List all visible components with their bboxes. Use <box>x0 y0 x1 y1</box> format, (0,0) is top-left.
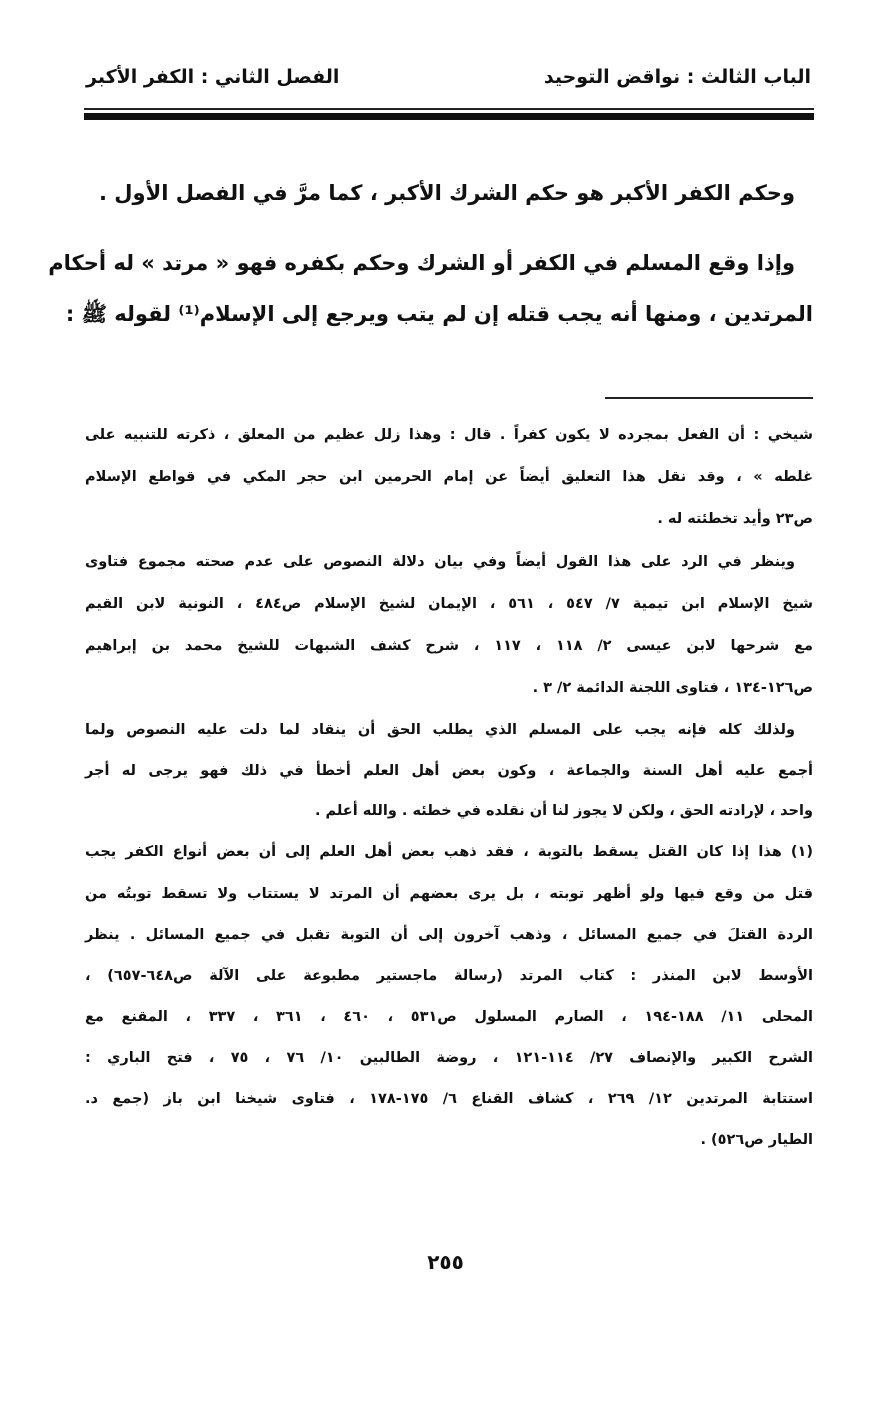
footnote-separator <box>605 397 813 399</box>
footnote-line: قتل من وقع فيها ولو أظهر توبته ، بل يرى بعضهم أن المرتد لا يستتاب ولا تسقط توبتُه من <box>85 886 813 902</box>
footnote-line: أجمع عليه أهل السنة والجماعة ، وكون بعض أهل العلم أخطأ في ذلك فهو يرجى له أجر <box>85 763 813 779</box>
footnote-line: الردة القتلَ في جميع المسائل ، وذهب آخرون إلى أن التوبة تقبل في جميع المسائل . ينظر <box>85 927 813 943</box>
header-rule-thick <box>84 113 814 120</box>
footnote-line: ولذلك كله فإنه يجب على المسلم الذي يطلب الحق أن ينقاد لما دلت عليه النصوص ولما <box>85 722 795 738</box>
footnote-line: (١) هذا إذا كان القتل يسقط بالتوبة ، فقد ذهب بعض أهل العلم إلى أن بعض أنواع الكفر يجب <box>85 844 813 860</box>
footnote-line: ص١٢٦-١٣٤ ، فتاوى اللجنة الدائمة ٢/ ٣ . <box>532 680 813 696</box>
body-line: المرتدين ، ومنها أنه يجب قتله إن لم يتب ويرجع إلى الإسلام⁽¹⁾ لقوله ﷺ : <box>65 302 813 326</box>
header-rule-thin <box>84 108 814 110</box>
footnote-line: وينظر في الرد على هذا القول أيضاً وفي بيان دلالة النصوص على عدم صحته مجموع فتاوى <box>85 554 795 570</box>
footnote-line: واحد ، لإرادته الحق ، ولكن لا يجوز لنا أن نقلده في خطئه . والله أعلم . <box>314 803 813 819</box>
footnote-line: غلطه » ، وقد نقل هذا التعليق أيضاً عن إمام الحرمين ابن حجر المكي في قواطع الإسلام <box>85 469 813 485</box>
body-line: وحكم الكفر الأكبر هو حكم الشرك الأكبر ، كما مرَّ في الفصل الأول . <box>99 181 795 205</box>
running-header-chapter: الباب الثالث : نواقض التوحيد <box>543 66 811 88</box>
footnote-line: الأوسط لابن المنذر : كتاب المرتد (رسالة ماجستير مطبوعة على الآلة ص٦٤٨-٦٥٧) ، <box>85 968 814 984</box>
footnote-line: استتابة المرتدين ١٢/ ٢٦٩ ، كشاف القناع ٦/ ١٧٥-١٧٨ ، فتاوى شيخنا ابن باز (جمع د. <box>85 1091 813 1107</box>
footnote-line: شيخي : أن الفعل بمجرده لا يكون كفراً . قال : وهذا زلل عظيم من المعلق ، ذكرته للتنبيه على <box>85 427 813 443</box>
footnote-line: الشرح الكبير والإنصاف ٢٧/ ١١٤-١٢١ ، روضة الطالبين ١٠/ ٧٦ ، ٧٥ ، فتح الباري : <box>85 1050 813 1066</box>
body-line: وإذا وقع المسلم في الكفر أو الشرك وحكم بكفره فهو « مرتد » له أحكام <box>48 251 795 275</box>
footnote-line: ص٢٣ وأيد تخطئته له . <box>657 511 813 527</box>
footnote-line: شيخ الإسلام ابن تيمية ٧/ ٥٤٧ ، ٥٦١ ، الإيمان لشيخ الإسلام ص٤٨٤ ، النونية لابن القيم <box>85 596 813 612</box>
footnote-line: المحلى ١١/ ١٨٨-١٩٤ ، الصارم المسلول ص٥٣١ ، ٤٦٠ ، ٣٦١ ، ٣٣٧ ، المقنع مع <box>85 1009 814 1025</box>
footnote-line: مع شرحها لابن عيسى ٢/ ١١٨ ، ١١٧ ، شرح كشف الشبهات للشيخ محمد بن إبراهيم <box>85 638 813 654</box>
page-number: ٢٥٥ <box>427 1250 464 1274</box>
footnote-line: الطيار ص٥٢٦) . <box>700 1132 813 1148</box>
running-header-section: الفصل الثاني : الكفر الأكبر <box>86 66 340 88</box>
